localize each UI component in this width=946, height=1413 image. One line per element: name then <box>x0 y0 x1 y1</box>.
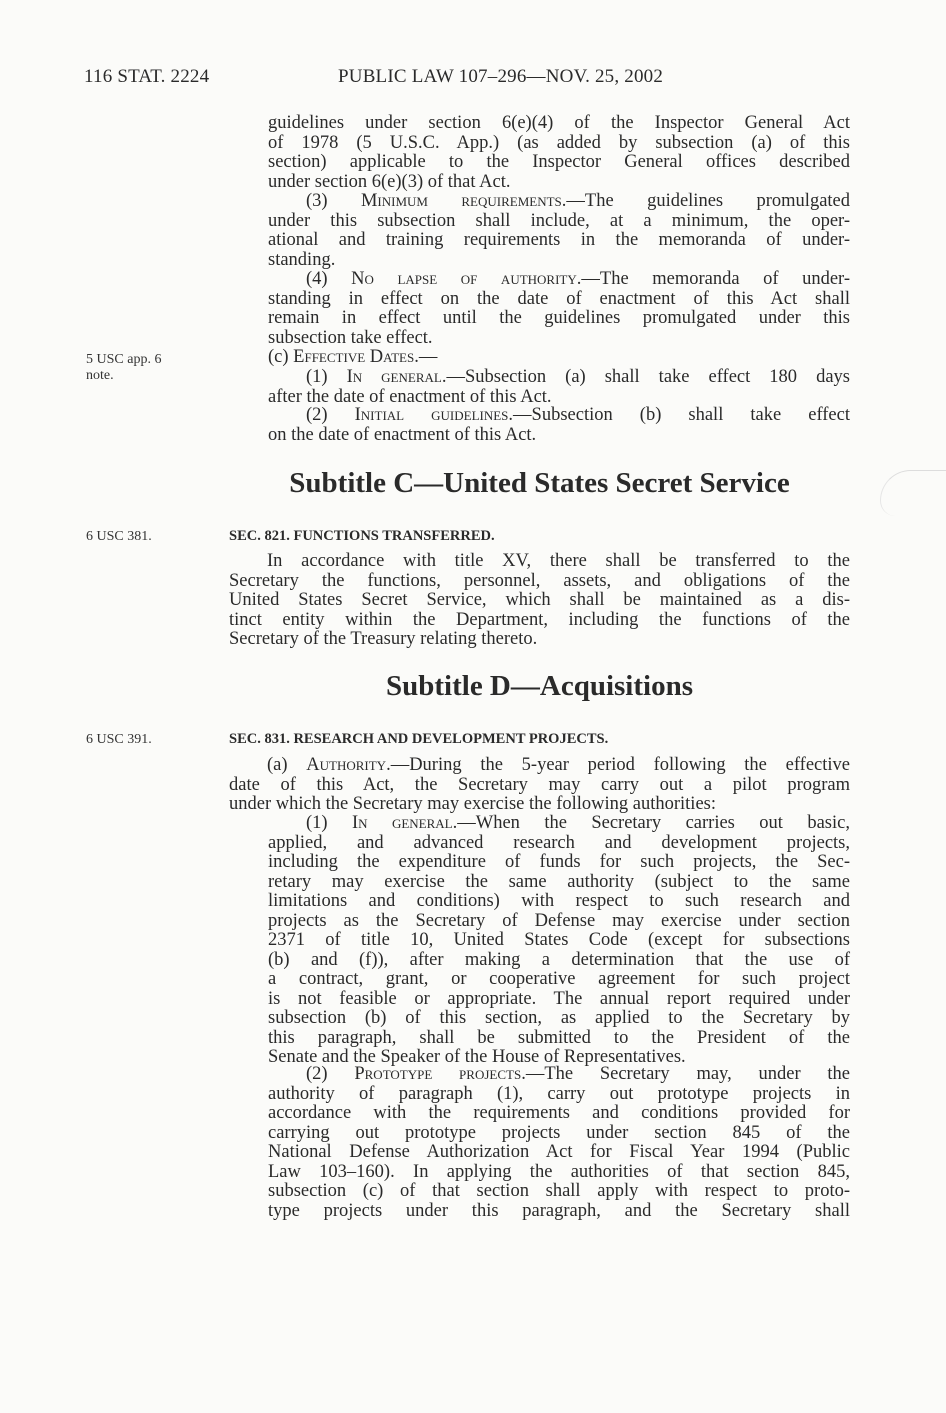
section-heading: SEC. 831. RESEARCH AND DEVELOPMENT PROJECTS. <box>229 731 609 747</box>
text-segment: (1) <box>306 813 352 833</box>
text-line <box>268 814 850 834</box>
margin-note <box>86 529 152 545</box>
text-segment: tinct entity within the Department, including the functions of the <box>229 609 850 630</box>
text-segment: of 1978 (5 U.S.C. App.) (as added by subsection (a) of this <box>268 132 850 153</box>
paragraph <box>268 406 850 445</box>
text-segment: (1) <box>306 367 347 387</box>
text-segment: date of this Act, the Secretary may carry out a pilot program <box>229 774 850 795</box>
text-segment: subsection (b) of this section, as applied to the Secretary by <box>268 1008 850 1028</box>
text-segment: under this subsection shall include, at a minimum, the oper- <box>268 210 850 231</box>
text-line <box>268 834 850 854</box>
paragraph <box>229 756 850 815</box>
paragraph <box>268 270 850 348</box>
subtitle-heading: Subtitle D—Acquisitions <box>386 670 693 702</box>
text-line <box>268 1085 850 1105</box>
text-segment: under which the Secretary may exercise the following authorities: <box>229 794 716 814</box>
text-line <box>268 853 850 873</box>
text-segment: ational and training requirements in the memoranda of under- <box>268 230 850 250</box>
text-segment: carrying out prototype projects under section 845 of the <box>268 1122 850 1143</box>
paragraph-caption: Effective Dates <box>293 347 415 367</box>
text-segment: including the expenditure of funds for such projects, the Sec- <box>268 852 850 872</box>
text-line <box>268 406 850 426</box>
text-segment: (c) <box>268 347 294 367</box>
margin-note <box>86 352 161 384</box>
paragraph-caption: Prototype projects <box>354 1064 522 1084</box>
margin-note-line: 6 USC 391. <box>86 732 152 747</box>
text-segment: standing. <box>268 249 336 270</box>
paragraph-caption: In general <box>351 813 453 833</box>
text-line <box>268 892 850 912</box>
text-segment: .—During the 5-year period following the effective <box>386 755 850 775</box>
margin-note <box>86 732 152 748</box>
text-segment: section) applicable to the Inspector General offices described <box>268 152 850 172</box>
text-line <box>268 114 850 134</box>
text-line <box>268 270 850 290</box>
text-segment: 2371 of title 10, United States Code (except for subsections <box>268 930 850 950</box>
scan-artifact <box>880 470 946 516</box>
text-line <box>229 776 850 796</box>
subtitle-heading: Subtitle C—United States Secret Service <box>289 467 790 499</box>
text-line <box>229 591 850 611</box>
text-segment: limitations and conditions) with respect to such research and <box>268 891 850 911</box>
margin-note-line: note. <box>86 368 114 383</box>
text-line <box>268 873 850 893</box>
paragraph <box>268 192 850 270</box>
text-segment: is not feasible or appropriate. The annual report required under <box>268 988 850 1009</box>
text-line <box>229 552 850 572</box>
text-segment: .— <box>414 347 438 367</box>
paragraph <box>268 368 850 407</box>
text-line <box>268 309 850 329</box>
text-segment: subsection take effect. <box>268 327 433 348</box>
text-line <box>268 951 850 971</box>
text-segment: .—The guidelines promulgated <box>561 191 851 211</box>
text-segment: National Defense Authorization Act for Fiscal Year 1994 (Public <box>268 1142 850 1162</box>
margin-note-line: 5 USC app. 6 <box>86 352 162 367</box>
text-line <box>268 134 850 154</box>
paragraph-caption: Initial guidelines <box>354 405 509 425</box>
text-line <box>229 572 850 592</box>
text-segment: subsection (c) of that section shall apply with respect to proto- <box>268 1181 850 1201</box>
text-line <box>268 1143 850 1163</box>
paragraph <box>268 114 850 192</box>
text-segment: .—Subsection (a) shall take effect 180 days <box>441 367 850 387</box>
text-line <box>229 630 850 650</box>
paragraph <box>229 552 850 650</box>
text-line <box>268 912 850 932</box>
text-line <box>268 1124 850 1144</box>
text-segment: United States Secret Service, which shall be maintained as a dis- <box>229 590 850 610</box>
text-line <box>229 756 850 776</box>
text-line <box>268 231 850 251</box>
text-segment: remain in effect until the guidelines promulgated under this <box>268 308 850 328</box>
text-line <box>268 368 850 388</box>
text-line <box>268 173 850 193</box>
paragraph-caption: In general <box>346 367 442 387</box>
text-segment: authority of paragraph (1), carry out prototype projects in <box>268 1083 850 1104</box>
text-line <box>268 970 850 990</box>
text-line <box>268 212 850 232</box>
text-line <box>268 1202 850 1222</box>
text-segment: (b) and (f)), after making a determination that the use of <box>268 949 850 970</box>
paragraph <box>268 814 850 1068</box>
text-segment: .—When the Secretary carries out basic, <box>452 813 850 833</box>
paragraph <box>268 348 850 368</box>
text-line <box>268 931 850 951</box>
text-line <box>268 290 850 310</box>
text-segment: accordance with the requirements and conditions provided for <box>268 1103 850 1123</box>
page-reference: 116 STAT. 2224 <box>84 66 210 87</box>
text-segment: a contract, grant, or cooperative agreement for such project <box>268 969 850 989</box>
text-segment: .—The Secretary may, under the <box>521 1064 850 1084</box>
text-line <box>229 795 850 815</box>
text-line <box>268 990 850 1010</box>
text-segment: (2) <box>306 405 355 425</box>
text-segment: guidelines under section 6(e)(4) of the Inspector General Act <box>268 113 850 133</box>
text-segment: applied, and advanced research and development projects, <box>268 832 850 853</box>
paragraph-caption: No lapse of authority <box>351 269 577 289</box>
text-segment: Secretary the functions, personnel, assets, and obligations of the <box>229 570 850 591</box>
text-line <box>268 153 850 173</box>
text-line <box>229 611 850 631</box>
text-segment: retary may exercise the same authority (subject to the same <box>268 871 850 892</box>
text-segment: projects as the Secretary of Defense may exercise under section <box>268 910 850 931</box>
text-segment: .—The memoranda of under- <box>576 269 850 289</box>
text-segment: on the date of enactment of this Act. <box>268 424 537 445</box>
paragraph <box>268 1065 850 1221</box>
text-line <box>268 1029 850 1049</box>
section-heading: SEC. 821. FUNCTIONS TRANSFERRED. <box>229 528 495 544</box>
text-line <box>268 348 850 368</box>
text-line <box>268 1163 850 1183</box>
text-segment: (2) <box>306 1064 355 1084</box>
text-line <box>268 426 850 446</box>
text-segment: Senate and the Speaker of the House of Representatives. <box>268 1047 686 1067</box>
text-line <box>268 251 850 271</box>
paragraph-caption: Minimum requirements <box>360 191 562 211</box>
paragraph-caption: Authority <box>306 755 387 775</box>
text-line <box>268 1104 850 1124</box>
text-segment: In accordance with title XV, there shall be transferred to the <box>267 551 850 571</box>
text-segment: .—Subsection (b) shall take effect <box>508 405 850 425</box>
text-line <box>268 1182 850 1202</box>
text-segment: (a) <box>267 755 307 775</box>
text-segment: (3) <box>306 191 361 211</box>
text-line <box>268 1065 850 1085</box>
text-segment: this paragraph, shall be submitted to the President of the <box>268 1027 850 1048</box>
text-segment: standing in effect on the date of enactment of this Act shall <box>268 288 850 309</box>
text-line <box>268 1009 850 1029</box>
text-segment: under section 6(e)(3) of that Act. <box>268 171 511 192</box>
margin-note-line: 6 USC 381. <box>86 529 152 544</box>
text-segment: Secretary of the Treasury relating thereto. <box>229 629 538 649</box>
text-segment: Law 103–160). In applying the authorities of that section 845, <box>268 1161 850 1182</box>
text-line <box>268 192 850 212</box>
text-segment: (4) <box>306 269 352 289</box>
text-line <box>268 329 850 349</box>
running-title: PUBLIC LAW 107–296—NOV. 25, 2002 <box>338 66 664 87</box>
text-segment: type projects under this paragraph, and the Secretary shall <box>268 1200 850 1221</box>
text-segment: after the date of enactment of this Act. <box>268 386 552 407</box>
